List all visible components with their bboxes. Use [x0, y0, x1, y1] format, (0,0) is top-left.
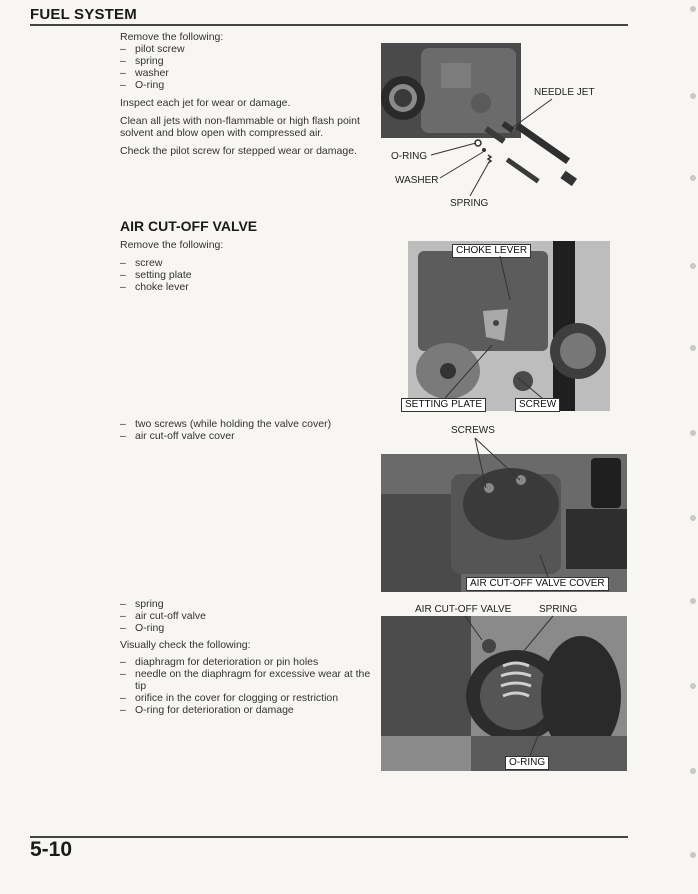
list-item: – air cut-off valve	[120, 610, 378, 622]
figure-valve-cover-photo	[381, 454, 627, 592]
aircut-block-3	[120, 598, 378, 716]
check-intro: Visually check the following:	[120, 639, 251, 651]
label-spring-2: SPRING	[539, 604, 578, 615]
label-o-ring-1: O-RING	[391, 151, 428, 162]
label-screw: SCREW	[515, 398, 560, 412]
binder-hole	[690, 6, 696, 12]
page-header-title: FUEL SYSTEM	[30, 6, 137, 23]
list-item: – spring	[120, 55, 382, 67]
aircut-intro: Remove the following:	[120, 239, 224, 251]
aircut-removal-list-3	[120, 598, 378, 634]
label-valve-cover: AIR CUT-OFF VALVE COVER	[466, 577, 609, 591]
header-rule	[30, 24, 628, 26]
label-spring-1: SPRING	[450, 198, 489, 209]
label-needle-jet: NEEDLE JET	[534, 87, 595, 98]
list-item: – needle on the diaphragm for excessive wear at the tip	[120, 668, 378, 692]
pilot-section	[120, 31, 382, 163]
label-screws: SCREWS	[451, 425, 495, 436]
list-item: – washer	[120, 67, 382, 79]
binder-hole	[690, 263, 696, 269]
aircut-block-2	[120, 418, 380, 442]
list-item: – O-ring	[120, 79, 382, 91]
aircut-removal-list-2	[120, 418, 380, 442]
check-list	[120, 656, 378, 716]
list-item: – setting plate	[120, 269, 370, 281]
binder-hole	[690, 515, 696, 521]
label-washer: WASHER	[395, 175, 439, 186]
label-air-cut-off-valve: AIR CUT-OFF VALVE	[415, 604, 512, 615]
binder-hole	[690, 768, 696, 774]
jet-parts-illustration	[470, 110, 610, 210]
list-item: – choke lever	[120, 281, 370, 293]
list-item: – O-ring	[120, 622, 378, 634]
binder-hole	[690, 683, 696, 689]
aircut-removal-list-1	[120, 257, 370, 293]
inspect-paragraph: Inspect each jet for wear or damage.	[120, 97, 291, 109]
check-paragraph: Check the pilot screw for stepped wear or damage.	[120, 145, 357, 157]
list-item: – spring	[120, 598, 378, 610]
list-item: – two screws (while holding the valve cover)	[120, 418, 380, 430]
list-item: – screw	[120, 257, 370, 269]
page-number: 5-10	[30, 838, 73, 861]
binder-hole	[690, 430, 696, 436]
aircut-block-1	[120, 239, 370, 293]
binder-hole	[690, 852, 696, 858]
label-choke-lever: CHOKE LEVER	[452, 244, 531, 258]
binder-hole	[690, 93, 696, 99]
list-item: – pilot screw	[120, 43, 382, 55]
figure-choke-lever-photo	[408, 241, 610, 411]
list-item: – orifice in the cover for clogging or restriction	[120, 692, 378, 704]
binder-hole	[690, 598, 696, 604]
footer-rule	[30, 836, 628, 838]
pilot-removal-list	[120, 43, 382, 91]
clean-paragraph: Clean all jets with non-flammable or high flash point solvent and blow open with compressed air.	[120, 115, 360, 139]
label-o-ring-2: O-RING	[505, 756, 549, 770]
list-item: – air cut-off valve cover	[120, 430, 380, 442]
pilot-intro: Remove the following:	[120, 31, 224, 43]
binder-hole	[690, 175, 696, 181]
list-item: – O-ring for deterioration or damage	[120, 704, 378, 716]
binder-hole	[690, 345, 696, 351]
figure-valve-internals-photo	[381, 616, 627, 771]
list-item: – diaphragm for deterioration or pin holes	[120, 656, 378, 668]
section-title-air-cut-off-valve: AIR CUT-OFF VALVE	[120, 218, 258, 234]
label-setting-plate: SETTING PLATE	[401, 398, 486, 412]
